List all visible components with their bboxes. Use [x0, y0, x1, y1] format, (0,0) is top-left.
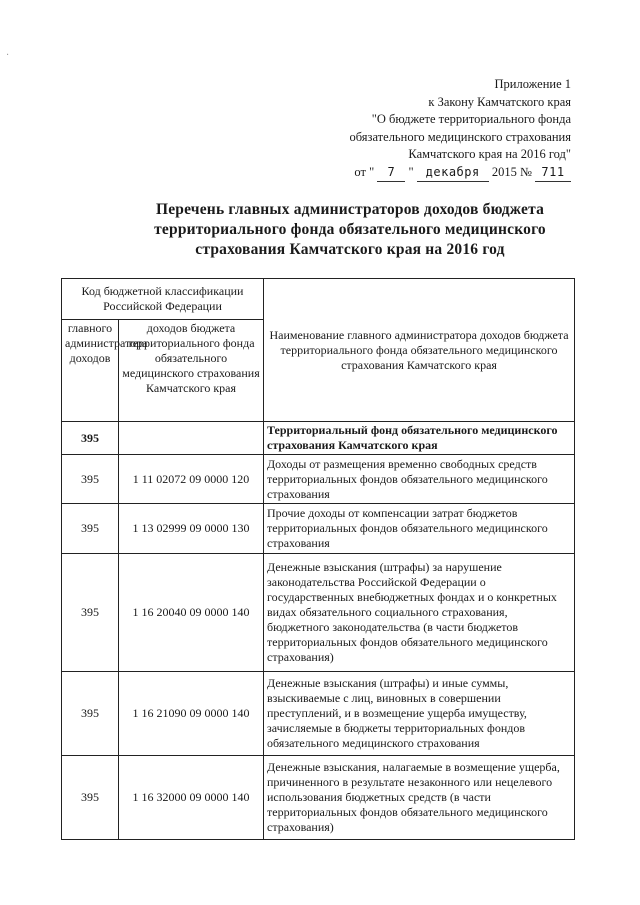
appendix-line-1: Приложение 1: [494, 77, 571, 91]
date-day: 7: [377, 164, 405, 183]
admin-code-cell: 395: [62, 756, 119, 840]
title-line-1: Перечень главных администраторов доходов бюджета: [155, 201, 545, 218]
income-code-cell: 1 16 21090 09 0000 140: [119, 672, 264, 756]
admin-code-cell: 395: [62, 554, 119, 672]
scan-mark: ·: [6, 50, 10, 61]
income-name-cell: Доходы от размещения временно свободных средств территориальных фондов обязательного медицинского страхования: [264, 455, 575, 504]
header-row-1: [62, 279, 575, 320]
title-line-2: территориального фонда обязательного медицинского: [154, 221, 546, 238]
header-name-cell: Наименование главного администратора доходов бюджета территориального фонда обязательного медицинского страхования Камчатского края: [264, 279, 575, 422]
table-row: [62, 455, 575, 504]
income-code-cell: 1 16 20040 09 0000 140: [119, 554, 264, 672]
table-row: [62, 504, 575, 554]
table-row: [62, 756, 575, 840]
administrators-table: [61, 278, 575, 840]
admin-name-cell: Территориальный фонд обязательного медицинского страхования Камчатского края: [264, 422, 575, 455]
date-prefix: от ": [354, 164, 375, 179]
table-row: [62, 672, 575, 756]
income-code-cell: 1 16 32000 09 0000 140: [119, 756, 264, 840]
admin-code-cell: 395: [62, 504, 119, 554]
income-code-cell: 1 11 02072 09 0000 120: [119, 455, 264, 504]
table-row: [62, 554, 575, 672]
income-name-cell: Денежные взыскания, налагаемые в возмещение ущерба, причиненного в результате незаконного или нецелевого использования бюджетных средств (в части территориальных фондов обязательного медицинского страхования): [264, 756, 575, 840]
number-sign: №: [519, 164, 532, 179]
header-admin-cell: главного администратора доходов: [62, 320, 119, 422]
date-mid: ": [408, 164, 414, 179]
table-row: [62, 422, 575, 455]
title-line-3: страхования Камчатского края на 2016 год: [195, 241, 505, 258]
admin-code-cell: 395: [62, 455, 119, 504]
header-group-cell: Код бюджетной классификации Российской Федерации: [62, 279, 264, 320]
income-name-cell: Прочие доходы от компенсации затрат бюджетов территориальных фондов обязательного медицинского страхования: [264, 504, 575, 554]
document-title: [60, 200, 640, 260]
appendix-line-5: Камчатского края на 2016 год": [408, 147, 571, 161]
admin-code-cell: 395: [62, 672, 119, 756]
appendix-line-4: обязательного медицинского страхования: [349, 129, 571, 144]
appendix-line-3: "О бюджете территориального фонда: [371, 112, 571, 126]
income-code-cell: 1 13 02999 09 0000 130: [119, 504, 264, 554]
income-code-cell: [119, 422, 264, 455]
appendix-block: [349, 76, 571, 182]
header-code-cell: доходов бюджета территориального фонда обязательного медицинского страхования Камчатского края: [119, 320, 264, 422]
date-year: 2015: [491, 164, 517, 179]
appendix-date-line: [349, 164, 571, 183]
date-month: декабря: [417, 164, 489, 183]
income-name-cell: Денежные взыскания (штрафы) и иные суммы, взыскиваемые с лиц, виновных в совершении преступлений, и в возмещение ущерба имуществу, зачисляемые в бюджеты территориальных фондов обязательного медицинского страхования: [264, 672, 575, 756]
appendix-line-2: к Закону Камчатского края: [428, 94, 571, 109]
income-name-cell: Денежные взыскания (штрафы) за нарушение законодательства Российской Федерации о государственных внебюджетных фондах и о конкретных видах обязательного социального страхования, бюджетного законодательства (в части бюджетов территориальных фондов обязательного медицинского страхования): [264, 554, 575, 672]
admin-code-cell: 395: [62, 422, 119, 455]
document-number: 711: [535, 164, 571, 183]
